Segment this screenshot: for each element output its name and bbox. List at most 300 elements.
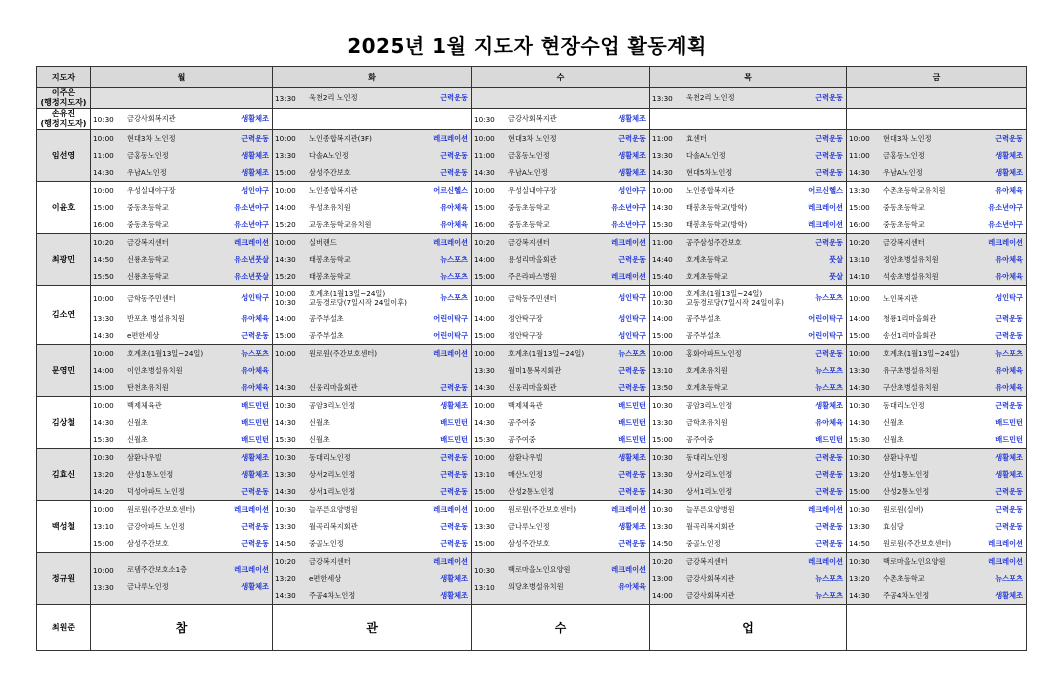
class-place: 노인종합복지관 [686,185,735,195]
class-place: 공암3리노인정 [309,400,356,410]
class-time: 14:30 [275,383,296,392]
class-entry [91,164,272,181]
class-category: 생활체조 [618,521,646,531]
class-entry [91,535,272,552]
class-entry [650,251,846,268]
day-cell-fri [847,130,1027,182]
day-cell-thu [650,397,847,449]
class-category: 배드민턴 [241,434,269,444]
class-place: 다솔A노인정 [309,150,349,160]
class-entry [650,501,846,518]
class-place: 신웅리마을회관 [508,382,557,392]
class-category: 근력운동 [815,486,843,496]
class-entry [650,310,846,327]
class-entry [472,449,649,466]
class-time: 16:00 [474,220,495,229]
class-category: 뉴스포츠 [815,365,843,375]
class-place: 구산초병설유치원 [883,382,939,392]
class-time: 10:00 [275,186,296,195]
class-entry [91,362,272,379]
class-category: 배드민턴 [995,417,1023,427]
class-time: 10:30 [652,401,673,410]
class-time: 15:20 [275,220,296,229]
class-time: 15:00 [275,168,296,177]
class-place: 매산노인정 [508,469,543,479]
class-entry [472,310,649,327]
class-entry [273,431,471,448]
class-entry [472,182,649,199]
class-category: 유아체육 [995,271,1023,281]
class-category: 성인탁구 [241,293,269,302]
class-entry [273,466,471,483]
class-place: 신웅리마을회관 [309,382,358,392]
class-category: 레크레이션 [808,504,843,514]
class-entry [650,147,846,164]
class-place: 금홍동노인정 [883,150,925,160]
class-category: 유아체육 [995,365,1023,375]
class-entry [650,553,846,570]
class-category: 근력운동 [241,330,269,340]
class-time: 15:30 [652,220,673,229]
day-cell-tue [273,88,472,109]
class-place: 원로원(실버) [883,504,924,514]
class-category: 근력운동 [815,237,843,247]
class-place: 삼성주간보호 [508,538,550,548]
class-time: 13:30 [275,470,296,479]
class-time: 10:30 [474,114,495,124]
class-category: 레크레이션 [988,556,1023,566]
class-place: 금강복지센터 [127,237,169,247]
class-time: 14:30 [474,168,495,177]
class-category: 레크레이션 [234,237,269,247]
class-place: 정안탁구장 [508,330,543,340]
class-category: 근력운동 [618,486,646,496]
class-place: 주공4차노인정 [309,590,356,600]
class-category: 어린이탁구 [808,330,843,340]
day-cell-tue [273,501,472,553]
instructor-name: 김상철 [51,417,76,427]
class-place: 우남A노인정 [508,167,548,177]
class-category: 레크레이션 [988,538,1023,548]
class-time: 10:00 [93,186,114,195]
class-time: 14:30 [275,418,296,427]
class-place: 공주부설초 [309,313,344,323]
class-entry [847,501,1026,518]
class-place: 동대리노인정 [309,452,351,462]
class-category: 유아체육 [241,365,269,375]
class-place: 공주부설초 [686,313,721,323]
class-category: 근력운동 [995,486,1023,496]
class-entry [91,379,272,396]
class-category: 근력운동 [618,538,646,548]
class-place: 호계초등학교 [686,382,728,392]
class-entry [472,562,649,579]
class-place: 홍화아파트노인정 [686,348,742,358]
class-category: 근력운동 [241,538,269,548]
class-place: 동대리노인정 [686,452,728,462]
class-entry [472,535,649,552]
class-category: 뉴스포츠 [815,382,843,392]
class-category: 성인탁구 [618,330,646,340]
class-time: 10:00 [474,401,495,410]
class-time: 14:30 [93,168,114,177]
day-cell-mon [91,501,273,553]
class-place: 우성실내야구장 [508,185,557,195]
class-category: 근력운동 [815,93,843,102]
class-time: 15:00 [849,487,870,496]
class-place: 태봉초등학교(방학) [686,202,748,212]
class-entry [650,234,846,251]
class-place: 금홍동노인정 [508,150,550,160]
class-place: 늘푸른요양병원 [309,504,358,514]
class-time: 15:40 [652,272,673,281]
class-category: 레크레이션 [808,219,843,229]
class-entry [472,397,649,414]
class-place: 호계초(1월13일~24일) 교동경로당(7일시작 24일이후) [309,289,407,307]
class-category: 배드민턴 [815,434,843,444]
schedule-row [37,286,1027,345]
class-place: 공주부설초 [309,330,344,340]
day-cell-mon [91,345,273,397]
day-cell-fri [847,553,1027,605]
class-place: 신월초 [127,434,148,444]
class-entry [472,268,649,285]
class-time: 11:00 [652,134,673,143]
class-place: 신룡초등학교 [127,271,169,281]
class-time: 10:20 [275,557,296,566]
day-cell-thu [650,182,847,234]
class-category: 근력운동 [618,365,646,375]
class-place: 금학동주민센터 [508,293,557,303]
final-cell-wed: 수 [472,605,650,651]
class-entry [847,268,1026,285]
day-cell-mon [91,234,273,286]
day-cell-wed [472,397,650,449]
class-place: 중동초등학교 [883,202,925,212]
class-place: 금강사회복지관 [508,114,557,123]
class-place: 중동초등학교 [883,219,925,229]
class-category: 풋살 [829,254,843,264]
class-place: 욱천2리 노인정 [686,93,735,102]
class-place: 삼환나우빌 [127,452,162,462]
class-time: 10:00 10:30 [652,289,673,307]
class-place: 중골노인정 [686,538,721,548]
class-entry [273,501,471,518]
class-category: 레크레이션 [433,556,468,566]
header-monday: 월 [91,67,273,88]
class-category: 유아체육 [995,185,1023,195]
day-cell-wed [472,182,650,234]
class-entry [273,587,471,604]
instructor-cell [37,286,91,345]
class-category: 레크레이션 [988,237,1023,247]
class-entry [273,379,471,396]
class-place: 태봉초등학교 [309,271,351,281]
class-place: 산성2통노인정 [508,486,555,496]
class-entry [91,518,272,535]
class-category: 유소년풋살 [234,271,269,281]
class-place: 호계초(1월13일~24일) [127,348,204,358]
class-place: 신월초 [309,434,330,444]
class-place: 원로원(주간보호센터) [883,538,952,548]
day-cell-tue [273,182,472,234]
class-entry [847,483,1026,500]
class-entry [650,90,846,107]
class-time: 13:50 [652,383,673,392]
class-entry [847,570,1026,587]
class-time: 14:50 [275,539,296,548]
class-place: 중동초등학교 [127,202,169,212]
class-place: 태봉초등학교(방학) [686,219,748,229]
class-time: 13:30 [275,522,296,531]
class-category: 근력운동 [995,400,1023,410]
class-category: 유소년야구 [988,219,1023,229]
class-category: 레크레이션 [611,271,646,281]
class-entry [91,251,272,268]
class-entry [273,553,471,570]
class-time: 14:50 [93,255,114,264]
class-entry [91,182,272,199]
class-entry [650,449,846,466]
class-category: 생활체조 [995,469,1023,479]
class-time: 10:00 [652,186,673,195]
class-time: 15:00 [93,539,114,548]
class-time: 10:00 10:30 [275,289,296,307]
class-category: 근력운동 [241,486,269,496]
class-place: 노인종합복지관 [309,185,358,195]
day-cell-tue [273,109,472,130]
class-entry [650,570,846,587]
class-place: 의당초병설유치원 [508,582,564,591]
class-place: 주은라파스병원 [508,271,557,281]
class-entry [273,268,471,285]
class-time: 10:00 [474,453,495,462]
class-place: e편한세상 [127,330,160,340]
day-cell-tue [273,286,472,345]
class-time: 15:00 [474,331,495,340]
class-entry [847,553,1026,570]
class-entry [847,535,1026,552]
class-category: 뉴스포츠 [815,293,843,302]
day-cell-fri [847,182,1027,234]
class-entry [472,518,649,535]
class-category: 근력운동 [618,133,646,143]
day-cell-tue [273,130,472,182]
class-time: 14:30 [93,331,114,340]
class-time: 10:30 [93,114,114,124]
class-time: 14:40 [652,255,673,264]
class-place: 송선1리마을회관 [883,330,937,340]
class-place: 호계초등학교 [686,271,728,281]
class-category: 뉴스포츠 [241,348,269,358]
class-category: 생활체조 [995,167,1023,177]
class-entry [472,130,649,147]
class-time: 10:00 [474,134,495,143]
class-category: 레크레이션 [433,133,468,143]
class-entry [273,535,471,552]
class-time: 14:00 [474,255,495,264]
schedule-row [37,234,1027,286]
class-time: 14:30 [275,591,296,600]
class-entry [650,268,846,285]
class-place: 호계초(1월13일~24일) 교동경로당(7일시작 24일이후) [686,289,784,307]
class-time: 15:00 [652,435,673,444]
class-entry [650,414,846,431]
class-time: 13:10 [474,470,495,479]
class-category: 생활체조 [440,573,468,583]
day-cell-mon [91,397,273,449]
class-place: 호계초(1월13일~24일) [883,348,960,358]
class-category: 유아체육 [241,313,269,323]
class-place: 탄천초유치원 [127,382,169,392]
class-category: 배드민턴 [241,400,269,410]
class-time: 15:00 [93,203,114,212]
class-category: 어르신헬스 [433,185,468,195]
day-cell-tue [273,449,472,501]
class-entry [847,518,1026,535]
class-entry [650,327,846,344]
class-entry [650,182,846,199]
class-entry [273,199,471,216]
class-entry [273,90,471,107]
class-time: 13:10 [652,366,673,375]
class-entry [847,362,1026,379]
day-cell-thu [650,449,847,501]
day-cell-wed [472,345,650,397]
class-place: 호계초유치원 [686,365,728,375]
class-category: 뉴스포츠 [995,573,1023,583]
class-entry [847,286,1026,310]
schedule-row [37,501,1027,553]
class-time: 10:30 [652,505,673,514]
class-time: 14:50 [652,539,673,548]
class-time: 15:00 [474,203,495,212]
class-place: 상서2리노인정 [686,469,733,479]
class-entry [847,587,1026,604]
class-place: 금강사회복지관 [686,573,735,583]
day-cell-thu [650,553,847,605]
instructor-cell [37,397,91,449]
class-place: 삼환나우빌 [508,452,543,462]
class-time: 10:00 [93,565,114,575]
day-cell-thu [650,88,847,109]
class-entry [472,216,649,233]
class-time: 15:30 [474,435,495,444]
day-cell-wed [472,88,650,109]
schedule-row [37,109,1027,130]
class-time: 13:10 [93,522,114,531]
class-time: 10:00 [93,349,114,358]
instructor-role: (행정지도자) [40,119,87,128]
class-entry [91,466,272,483]
class-time: 13:30 [652,151,673,160]
class-entry [847,130,1026,147]
class-entry [847,379,1026,396]
class-category: 레크레이션 [808,202,843,212]
class-time: 13:30 [275,151,296,160]
class-category: 뉴스포츠 [815,573,843,583]
instructor-cell [37,345,91,397]
class-entry [650,362,846,379]
class-place: 금강복지센터 [508,237,550,247]
class-place: 호계초등학교 [686,254,728,264]
class-category: 근력운동 [815,538,843,548]
class-time: 13:30 [652,418,673,427]
class-category: 유소년야구 [611,202,646,212]
class-entry [472,466,649,483]
class-entry [472,164,649,181]
class-entry [91,327,272,344]
class-entry [472,286,649,310]
class-place: 중골노인정 [309,538,344,548]
class-time: 14:30 [275,487,296,496]
class-place: 금나루노인정 [508,521,550,531]
instructor-name: 백성철 [51,521,76,531]
class-place: 삼환나우빌 [883,452,918,462]
class-category: 배드민턴 [995,434,1023,444]
class-place: 원로원(주간보호센터) [309,348,378,358]
class-entry [273,310,471,327]
class-time: 14:30 [275,255,296,264]
class-category: 근력운동 [995,133,1023,143]
class-entry [91,286,272,310]
class-place: 정안초병설유치원 [883,254,939,264]
class-time: 11:00 [652,238,673,247]
class-time: 15:00 [93,383,114,392]
class-category: 성인야구 [618,185,646,195]
class-entry [650,466,846,483]
class-time: 13:30 [652,93,673,103]
class-place: 상서1리노인정 [686,486,733,496]
class-time: 10:00 [474,505,495,514]
class-time: 10:00 [93,134,114,143]
day-cell-mon [91,553,273,605]
class-category: 유아체육 [618,582,646,591]
class-place: 유구초병설유치원 [883,365,939,375]
class-category: 레크레이션 [433,504,468,514]
class-place: 청룡1리마을회관 [883,313,937,323]
class-category: 근력운동 [440,538,468,548]
class-category: 생활체조 [241,114,269,123]
instructor-name: 이윤호 [51,202,76,212]
class-time: 10:00 [93,401,114,410]
class-entry [847,164,1026,181]
class-time: 10:30 [275,505,296,514]
class-category: 근력운동 [815,452,843,462]
class-time: 14:00 [652,591,673,600]
instructor-name: 최광민 [51,254,76,264]
class-category: 생활체조 [618,114,646,123]
instructor-name: 문영민 [51,365,76,375]
class-time: 13:30 [849,186,870,195]
day-cell-mon [91,109,273,130]
day-cell-wed [472,286,650,345]
class-category: 근력운동 [815,521,843,531]
class-place: 석송초병설유치원 [883,271,939,281]
class-place: 금강사회복지관 [686,590,735,600]
class-category: 생활체조 [815,400,843,410]
day-cell-tue [273,345,472,397]
class-time: 10:30 [275,453,296,462]
class-place: 신월초 [883,417,904,427]
class-place: 공주여중 [508,417,536,427]
class-time: 10:00 [849,349,870,358]
class-place: 상서1리노인정 [309,486,356,496]
day-cell-wed [472,449,650,501]
day-cell-fri [847,449,1027,501]
class-time: 10:00 [93,505,114,514]
day-cell-mon [91,130,273,182]
